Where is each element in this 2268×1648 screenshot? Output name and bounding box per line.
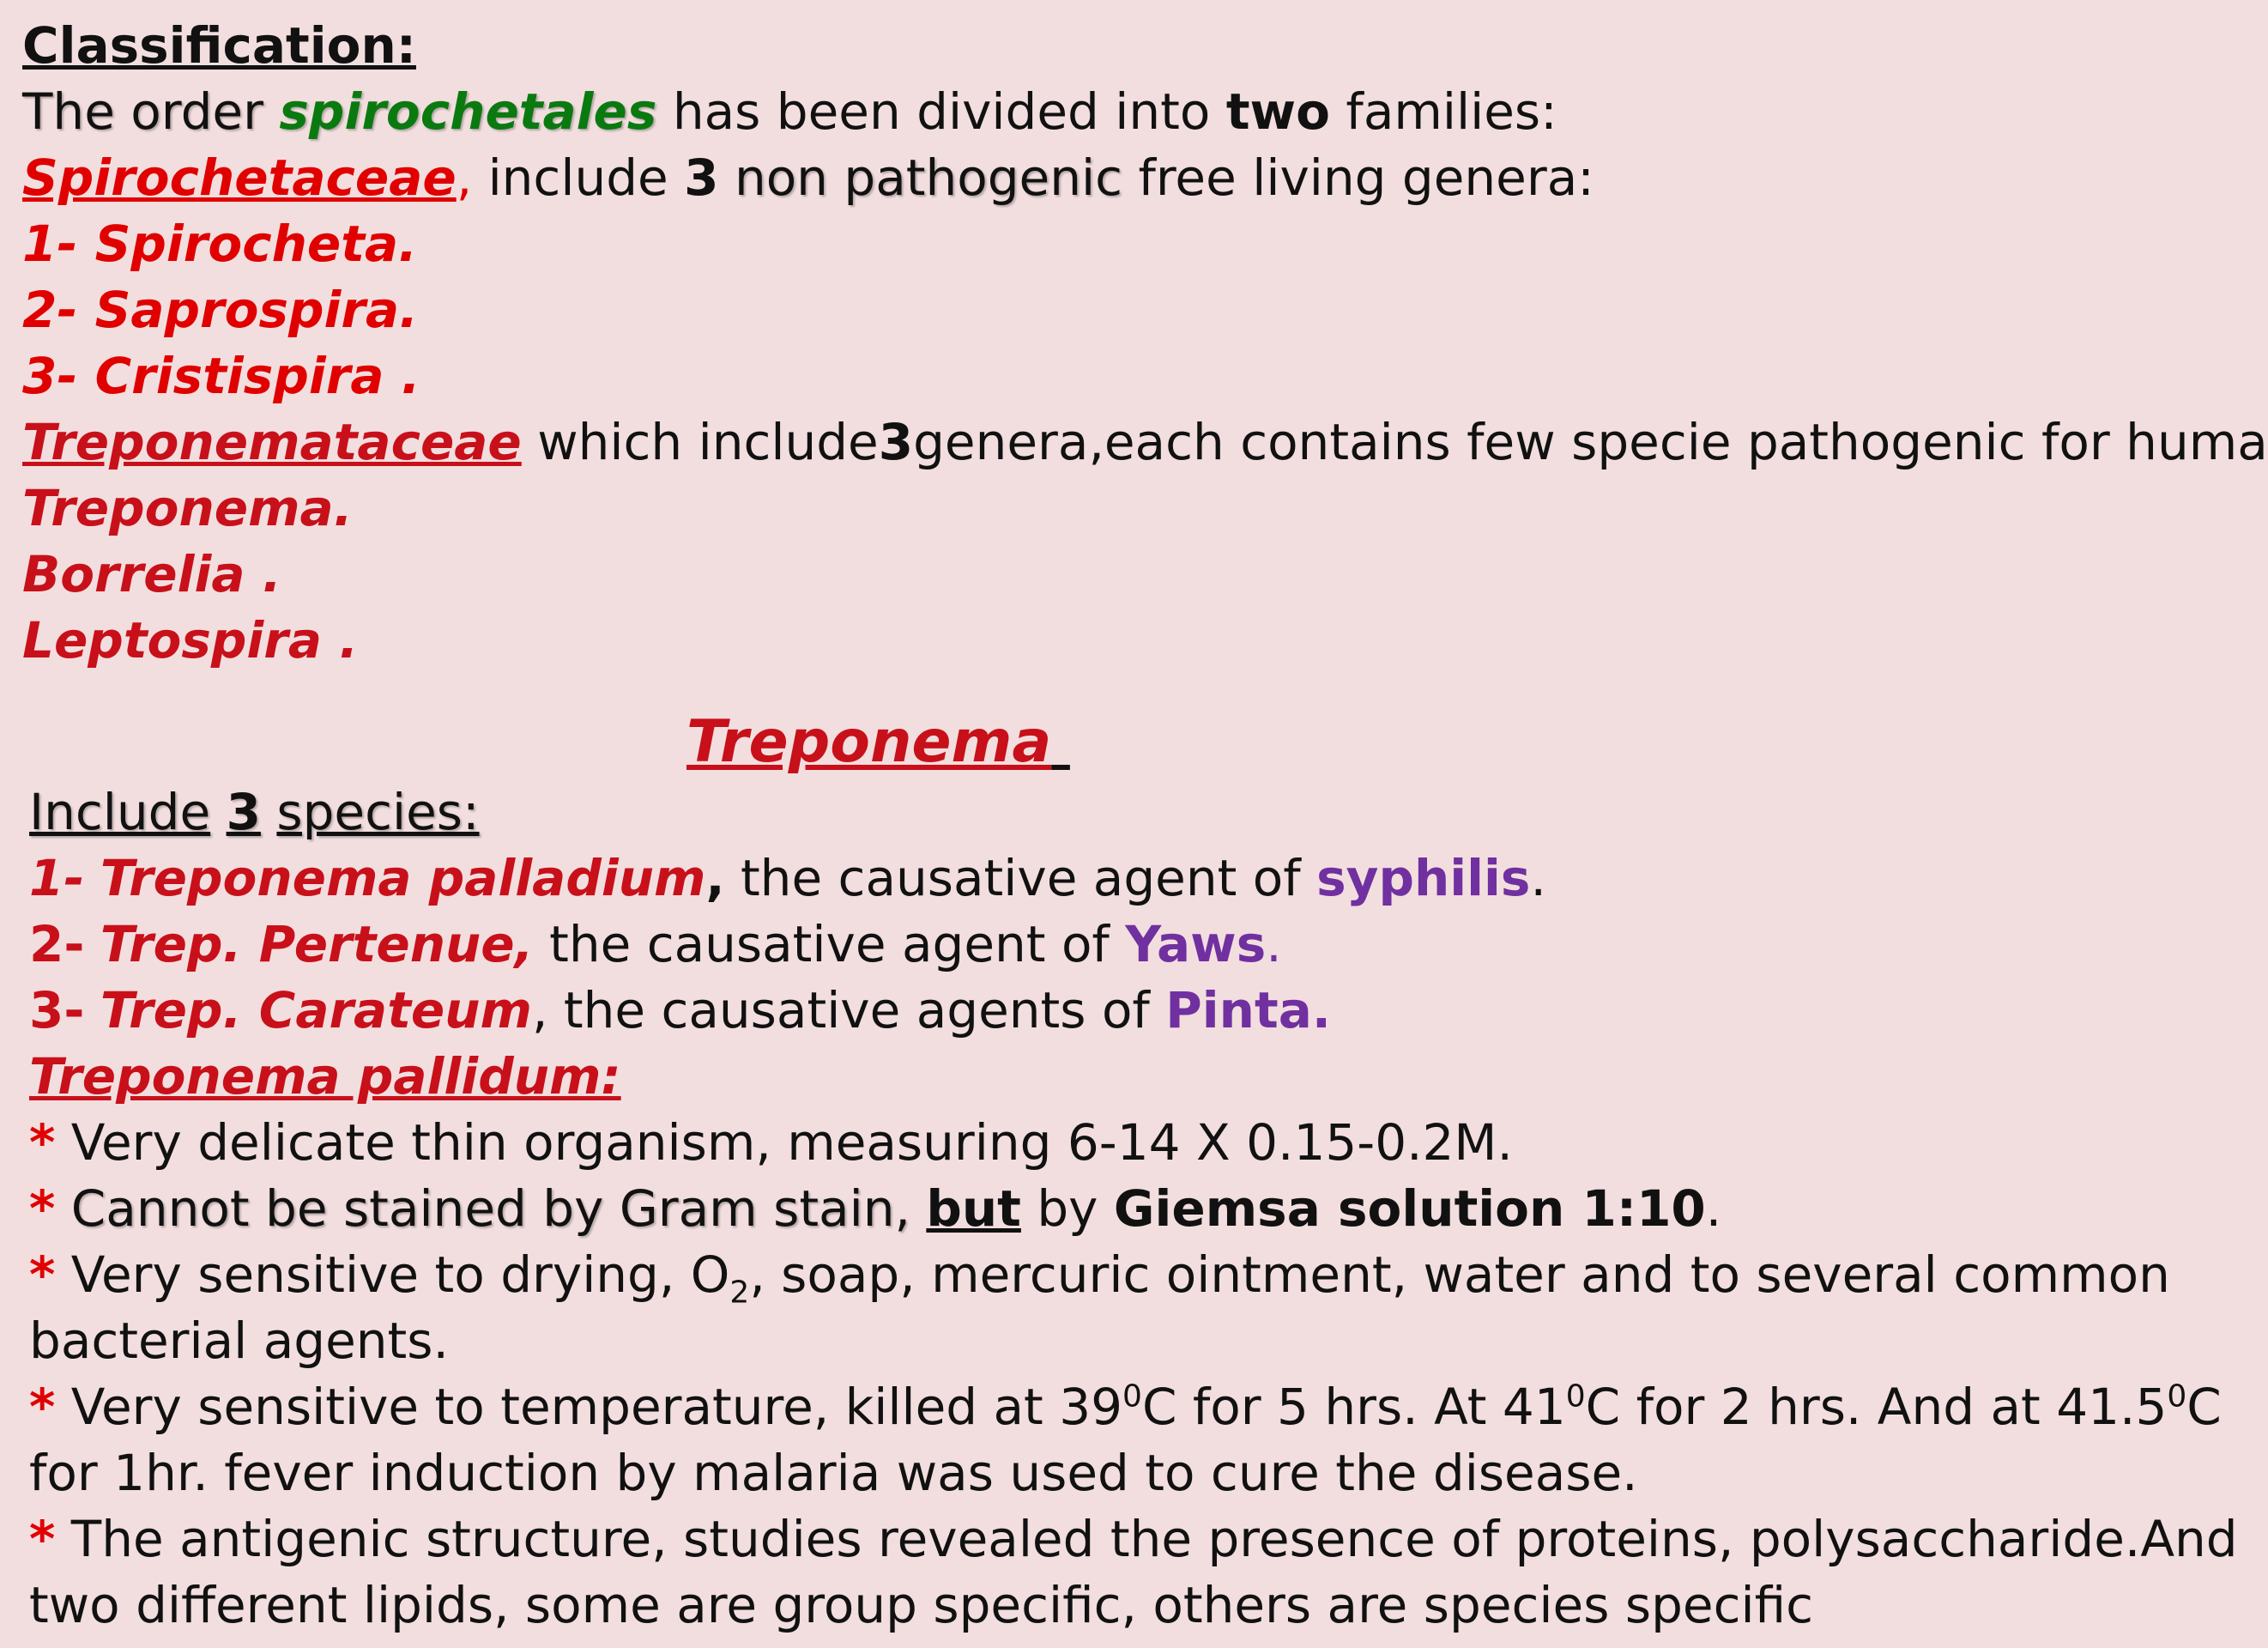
bullet-item [29, 1374, 2222, 1440]
asterisk-icon: * [29, 1179, 56, 1238]
species-disease: syphilis [1316, 849, 1531, 907]
species-name: Trep. Pertenue, [100, 915, 534, 973]
species-item [29, 978, 1331, 1044]
asterisk-icon: * [29, 1245, 56, 1304]
genus-item: Borrelia . [22, 545, 281, 603]
family2-post: genera,each contains few specie pathogenic for huma [913, 413, 2268, 471]
order-post: families: [1346, 82, 1557, 141]
include-post: species: [276, 783, 480, 841]
include-pre: Include [29, 783, 211, 841]
family2-count: 3 [878, 413, 914, 471]
bullet-item [29, 1110, 1513, 1176]
species-end: . [1266, 915, 1282, 973]
asterisk-icon: * [29, 1510, 56, 1568]
species-name: Trep. Carateum [100, 981, 532, 1039]
genus-item: 2- Saprospira. [22, 281, 419, 339]
species-sep: , [532, 981, 548, 1039]
asterisk-icon: * [29, 1113, 56, 1172]
bullet-continuation: for 1hr. fever induction by malaria was used to cure the disease. [29, 1444, 1638, 1502]
bullet-continuation: two different lipids, some are group specific, others are species specific [29, 1576, 1813, 1634]
treponema-title: Treponema [686, 708, 1052, 776]
include-species-line [29, 779, 480, 845]
pallidum-heading-line [29, 1044, 621, 1110]
species-desc: the causative agent of [740, 849, 1301, 907]
asterisk-icon: * [29, 1378, 56, 1436]
family1-count: 3 [684, 148, 719, 207]
species-item [29, 912, 1282, 978]
species-disease: Pinta. [1165, 981, 1331, 1039]
species-disease: Yaws [1125, 915, 1267, 973]
species-end: . [1530, 849, 1546, 907]
bullet-but: but [926, 1179, 1021, 1238]
include-count: 3 [226, 783, 261, 841]
bullet-text: Very sensitive to drying, O [70, 1245, 730, 1304]
species-number: 3- [29, 981, 85, 1039]
bullet-item [29, 1506, 2238, 1572]
species-number: 2- [29, 915, 85, 973]
order-line [22, 79, 1557, 145]
bullet-item [29, 1176, 1721, 1242]
bullet-text: Cannot be stained by Gram stain, [70, 1179, 910, 1238]
bullet-continuation: bacterial agents. [29, 1312, 449, 1370]
superscript: 0 [2167, 1378, 2187, 1415]
bullet-end: . [1705, 1179, 1722, 1238]
family1-include: include [487, 148, 668, 207]
family1-line [22, 145, 1594, 211]
bullet-text: Very delicate thin organism, measuring 6-14 X 0.15-0.2M. [70, 1113, 1513, 1172]
subscript: 2 [729, 1275, 750, 1311]
family2-name: Treponemataceae [22, 413, 522, 471]
order-pre: The order [22, 82, 263, 141]
species-sep: , [705, 849, 725, 907]
treponema-title-wrap [686, 704, 1070, 781]
family2-pre: which include [537, 413, 879, 471]
bullet-text: The antigenic structure, studies revealed the presence of proteins, polysaccharide.And [70, 1510, 2238, 1568]
bullet-text: C for 2 hrs. And at 41.5 [1585, 1378, 2168, 1436]
family1-name: Spirochetaceae [22, 148, 457, 207]
pallidum-heading: Treponema pallidum: [29, 1047, 621, 1106]
species-name: Treponema palladium [100, 849, 706, 907]
species-desc: the causative agents of [563, 981, 1150, 1039]
superscript: 0 [1565, 1378, 1586, 1415]
genus-item: 3- Cristispira . [22, 347, 420, 405]
species-number: 1- [29, 849, 85, 907]
bullet-by: by [1037, 1179, 1098, 1238]
bullet-giemsa: Giemsa solution 1:10 [1113, 1179, 1706, 1238]
classification-heading: Classification: [22, 16, 416, 75]
bullet-text: C [2186, 1378, 2222, 1436]
order-count: two [1225, 82, 1330, 141]
superscript: 0 [1122, 1378, 1142, 1415]
family1-rest: free living genera: [1138, 148, 1594, 207]
genus-item: Leptospira . [22, 611, 359, 670]
bullet-text: Very sensitive to temperature, killed at 39 [70, 1378, 1123, 1436]
order-mid: has been divided into [672, 82, 1211, 141]
classification-heading-line [22, 13, 416, 79]
family1-comma: , [456, 148, 473, 207]
bullet-item [29, 1242, 2170, 1311]
genus-item: 1- Spirocheta. [22, 215, 418, 273]
bullet-text: C for 5 hrs. At 41 [1141, 1378, 1566, 1436]
order-name: spirochetales [279, 82, 657, 141]
species-item [29, 845, 1546, 912]
species-desc: the causative agent of [549, 915, 1110, 973]
family2-line [22, 409, 2268, 476]
bullet-text: , soap, mercuric ointment, water and to several common [749, 1245, 2170, 1304]
genus-item: Treponema. [22, 479, 353, 537]
family1-non-pathogenic: non pathogenic [734, 148, 1122, 207]
